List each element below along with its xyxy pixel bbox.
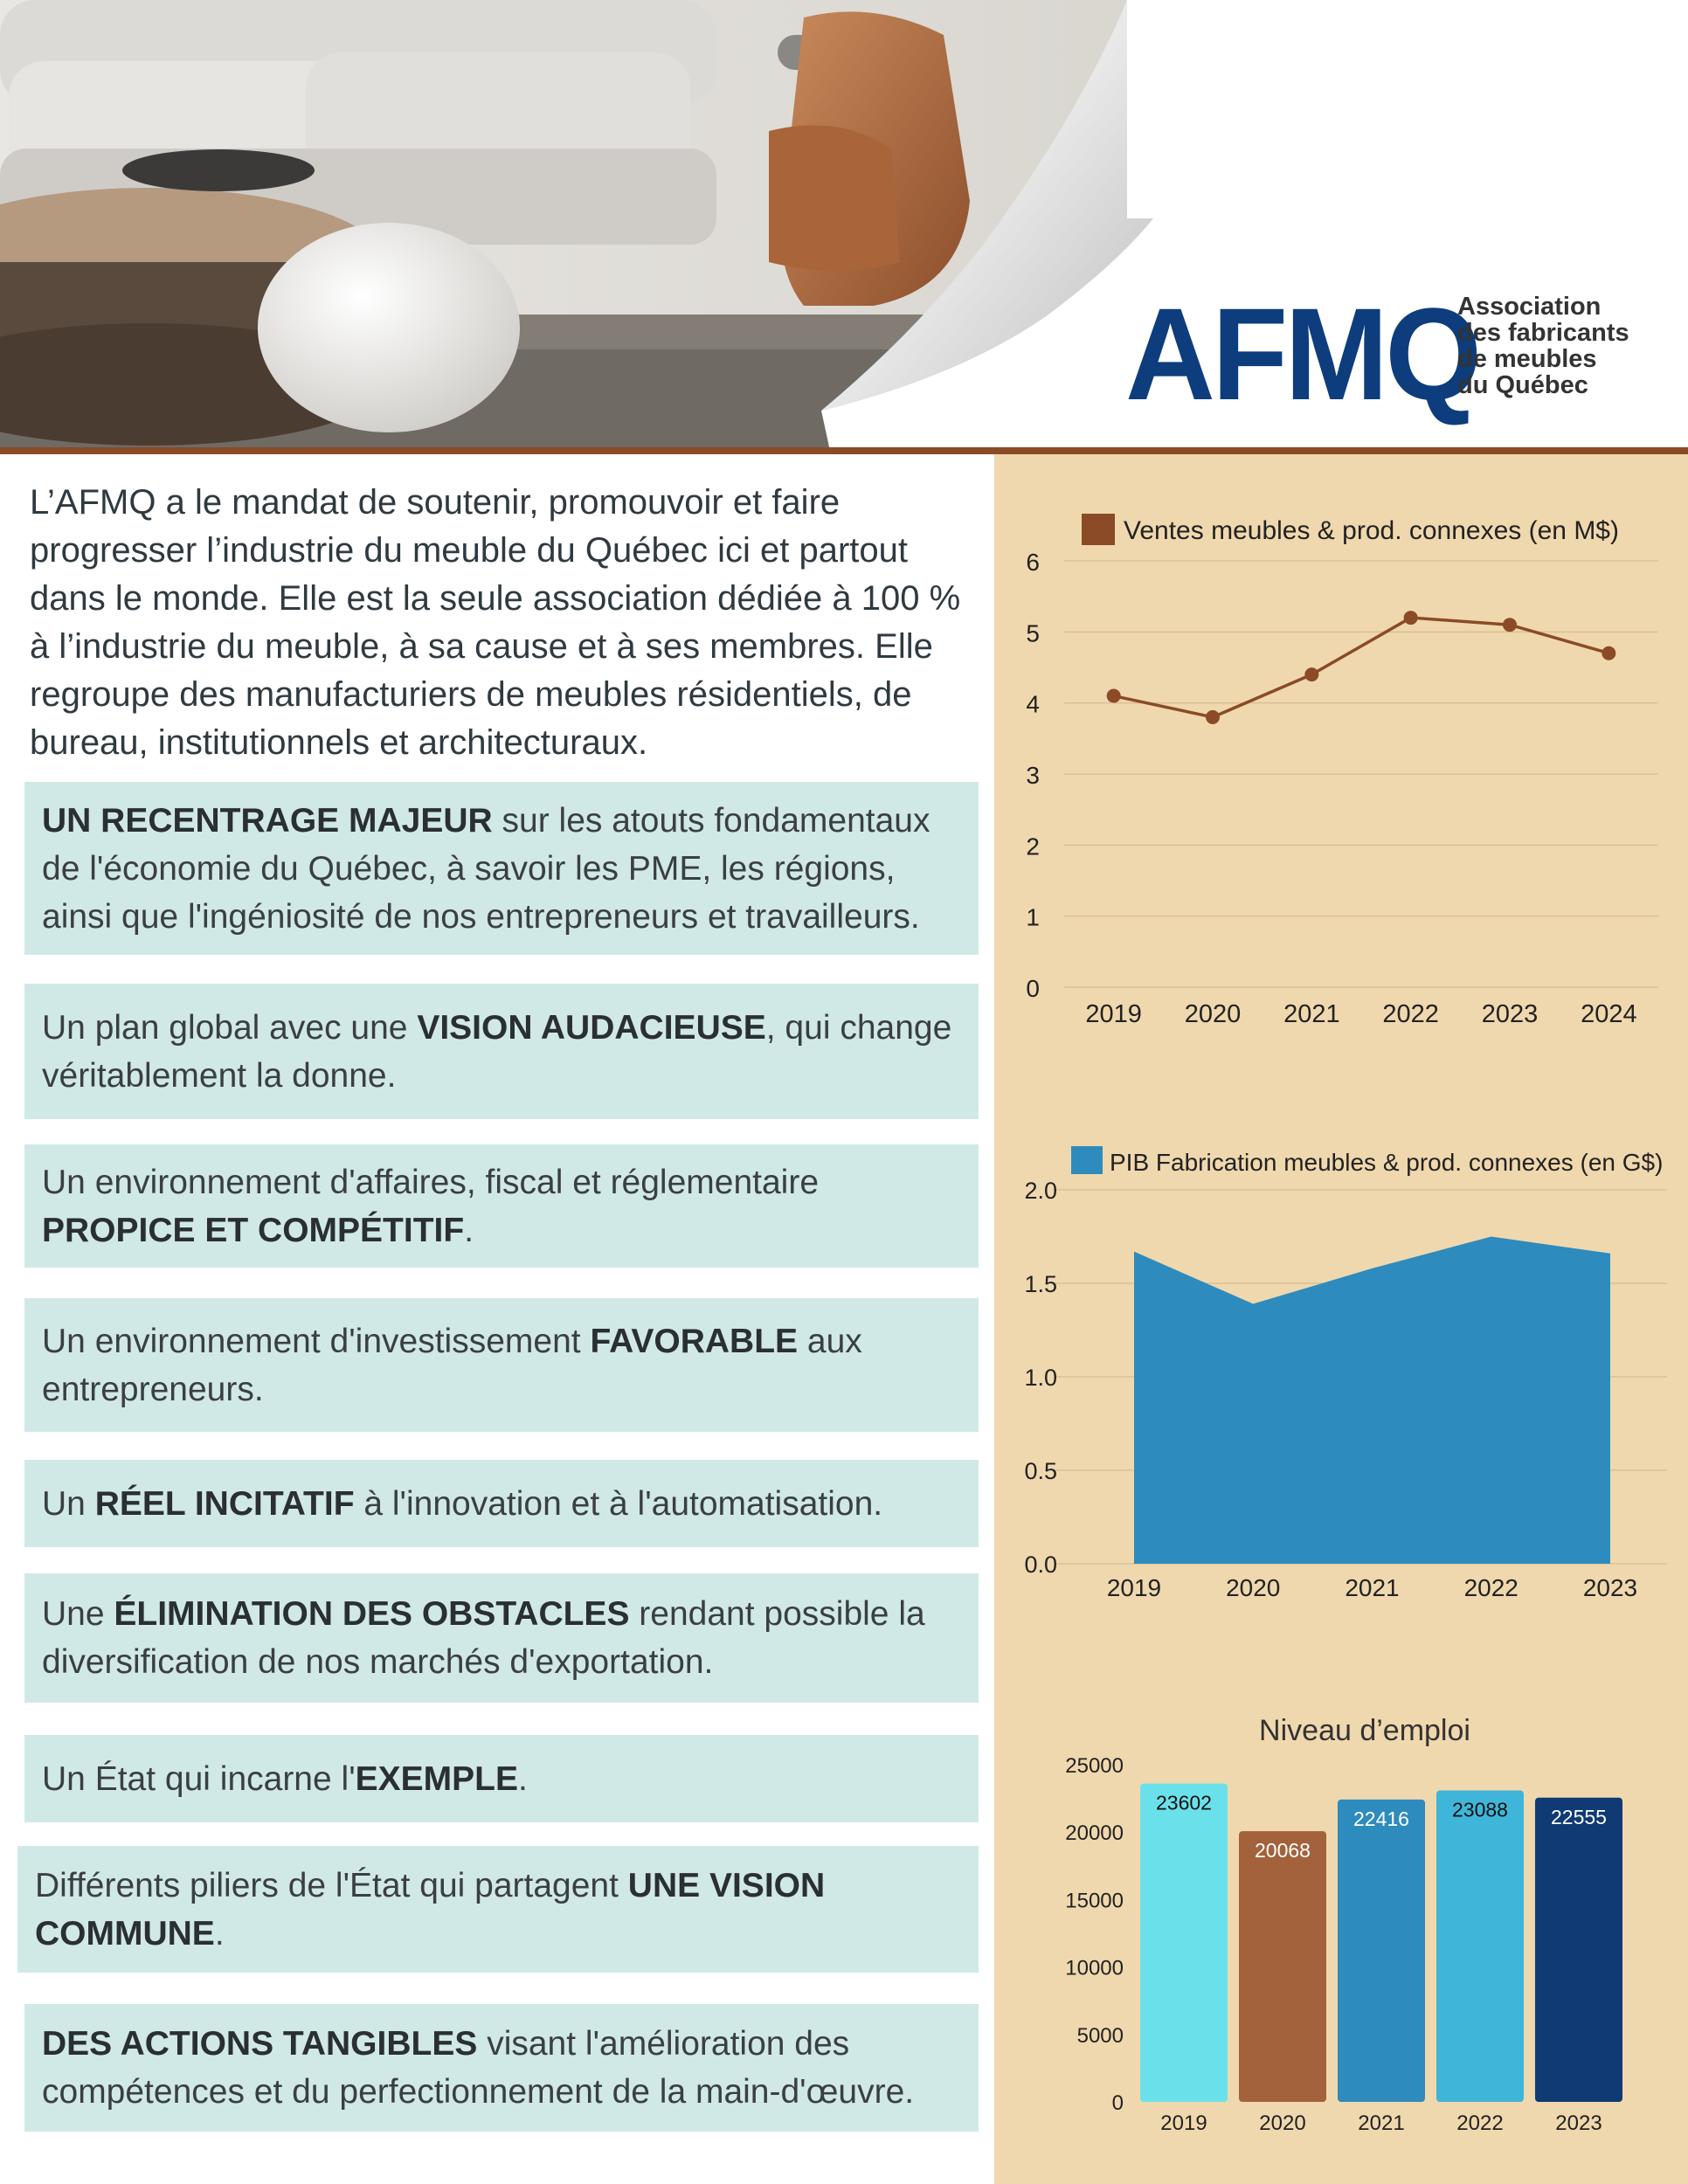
priority-text: Un RÉEL INCITATIF à l'innovation et à l'automatisation. bbox=[42, 1484, 883, 1523]
chart-title: Niveau d’emploi bbox=[1259, 1714, 1470, 1747]
priority-card bbox=[24, 1298, 979, 1432]
y-tick-label: 0 bbox=[1111, 2091, 1124, 2115]
priority-text: Une ÉLIMINATION DES OBSTACLES rendant possible la diversification de nos marchés d'exportation. bbox=[42, 1595, 925, 1681]
x-tick-label: 2021 bbox=[1358, 2111, 1405, 2135]
bar-value-label: 23088 bbox=[1452, 1798, 1508, 1821]
priority-card bbox=[24, 984, 979, 1119]
bar-value-label: 22416 bbox=[1353, 1807, 1409, 1830]
y-tick-label: 5 bbox=[1026, 619, 1040, 647]
y-tick-label: 20000 bbox=[1065, 1821, 1124, 1846]
legend-label: PIB Fabrication meubles & prod. connexes (en G$) bbox=[1110, 1149, 1664, 1176]
priority-card bbox=[24, 782, 979, 955]
priority-text: Un État qui incarne l'EXEMPLE. bbox=[42, 1759, 528, 1798]
data-point bbox=[1304, 667, 1318, 681]
x-tick-label: 2021 bbox=[1283, 1000, 1340, 1028]
employment-bar bbox=[1535, 1798, 1622, 2102]
legend-label: Ventes meubles & prod. connexes (en M$) bbox=[1124, 516, 1619, 545]
y-tick-label: 6 bbox=[1026, 549, 1040, 576]
logo-line: Association bbox=[1457, 293, 1602, 321]
employment-bar-chart bbox=[994, 1695, 1688, 2167]
x-tick-label: 2020 bbox=[1259, 2111, 1306, 2135]
employment-bar bbox=[1140, 1784, 1228, 2102]
y-tick-label: 1.5 bbox=[1024, 1271, 1057, 1297]
priority-text: Un environnement d'investissement FAVORABLE aux entrepreneurs. bbox=[42, 1322, 862, 1408]
priority-card bbox=[24, 1144, 979, 1268]
x-tick-label: 2022 bbox=[1382, 1000, 1439, 1028]
logo-acronym: AFMQ bbox=[1125, 280, 1479, 427]
y-tick-label: 0.0 bbox=[1024, 1552, 1057, 1578]
employment-bar bbox=[1239, 1831, 1326, 2102]
logo-line: de meubles bbox=[1457, 345, 1597, 373]
y-tick-label: 3 bbox=[1026, 762, 1040, 789]
priority-card bbox=[17, 1846, 979, 1973]
y-tick-label: 15000 bbox=[1065, 1889, 1124, 1913]
x-tick-label: 2022 bbox=[1456, 2111, 1504, 2135]
y-tick-label: 2.0 bbox=[1024, 1178, 1057, 1204]
logo-association-name bbox=[1457, 294, 1658, 398]
y-tick-label: 1.0 bbox=[1024, 1365, 1057, 1391]
x-tick-label: 2023 bbox=[1555, 2111, 1602, 2135]
priority-text: Un environnement d'affaires, fiscal et réglementaire PROPICE ET COMPÉTITIF. bbox=[42, 1163, 820, 1249]
priority-card bbox=[24, 1460, 979, 1547]
x-tick-label: 2019 bbox=[1085, 1000, 1142, 1028]
data-point bbox=[1107, 689, 1121, 703]
data-point bbox=[1503, 618, 1517, 632]
x-tick-label: 2023 bbox=[1481, 1000, 1539, 1028]
sales-line-chart bbox=[994, 498, 1688, 1040]
bar-value-label: 20068 bbox=[1255, 1839, 1311, 1863]
header-divider bbox=[0, 447, 1688, 454]
employment-bar bbox=[1436, 1791, 1524, 2102]
logo-line: du Québec bbox=[1457, 371, 1588, 399]
sales-series-line bbox=[1114, 618, 1609, 717]
x-tick-label: 2020 bbox=[1226, 1574, 1281, 1601]
gdp-area-chart bbox=[994, 1136, 1688, 1607]
y-tick-label: 10000 bbox=[1065, 1956, 1124, 1980]
x-tick-label: 2021 bbox=[1345, 1574, 1400, 1601]
x-tick-label: 2024 bbox=[1581, 1000, 1637, 1028]
priority-card bbox=[24, 1735, 979, 1822]
employment-bar bbox=[1338, 1800, 1425, 2102]
y-tick-label: 5000 bbox=[1076, 2023, 1124, 2048]
legend-swatch bbox=[1082, 514, 1115, 545]
priority-text: Un plan global avec une VISION AUDACIEUSE, qui change véritablement la donne. bbox=[42, 1008, 952, 1095]
gdp-area-series bbox=[1134, 1237, 1610, 1565]
y-tick-label: 2 bbox=[1026, 833, 1040, 860]
priority-text: DES ACTIONS TANGIBLES visant l'amélioration des compétences et du perfectionnement de la main-d'œuvre. bbox=[42, 2025, 915, 2111]
x-tick-label: 2020 bbox=[1184, 1000, 1242, 1028]
x-tick-label: 2019 bbox=[1160, 2111, 1207, 2135]
priority-text: UN RECENTRAGE MAJEUR sur les atouts fondamentaux de l'économie du Québec, à savoir les PME, les régions, ainsi que l'ingéniosité de nos entrepreneurs et travailleurs. bbox=[42, 801, 930, 936]
y-tick-label: 0.5 bbox=[1024, 1458, 1057, 1484]
living-room-photo bbox=[0, 0, 1153, 451]
x-tick-label: 2022 bbox=[1463, 1574, 1519, 1601]
priority-text: Différents piliers de l'État qui partagent UNE VISION COMMUNE. bbox=[35, 1866, 826, 1952]
x-tick-label: 2019 bbox=[1106, 1574, 1162, 1601]
bar-value-label: 22555 bbox=[1551, 1805, 1607, 1828]
x-tick-label: 2023 bbox=[1582, 1574, 1638, 1601]
y-tick-label: 4 bbox=[1026, 690, 1040, 718]
intro-paragraph: L’AFMQ a le mandat de soutenir, promouvoir et faire progresser l’industrie du meuble du Québec ici et partout dans le monde. Elle est la seule association dédiée à 100 % à l’industrie du meuble, à sa cause et à ses membres. Elle regroupe des manufacturiers de meubles résidentiels, de bureau, institutionnels et architecturaux. bbox=[30, 483, 961, 762]
afmq-logo bbox=[1125, 280, 1650, 427]
data-point bbox=[1602, 646, 1615, 660]
data-point bbox=[1206, 710, 1220, 724]
data-point bbox=[1404, 611, 1418, 625]
header bbox=[0, 0, 1688, 451]
legend-swatch bbox=[1071, 1146, 1103, 1174]
priority-card bbox=[24, 2004, 979, 2132]
y-tick-label: 0 bbox=[1026, 975, 1040, 1002]
bar-value-label: 23602 bbox=[1156, 1791, 1212, 1814]
logo-line: des fabricants bbox=[1457, 319, 1629, 347]
y-tick-label: 25000 bbox=[1065, 1754, 1124, 1778]
y-tick-label: 1 bbox=[1026, 903, 1040, 931]
priority-card bbox=[24, 1573, 979, 1703]
